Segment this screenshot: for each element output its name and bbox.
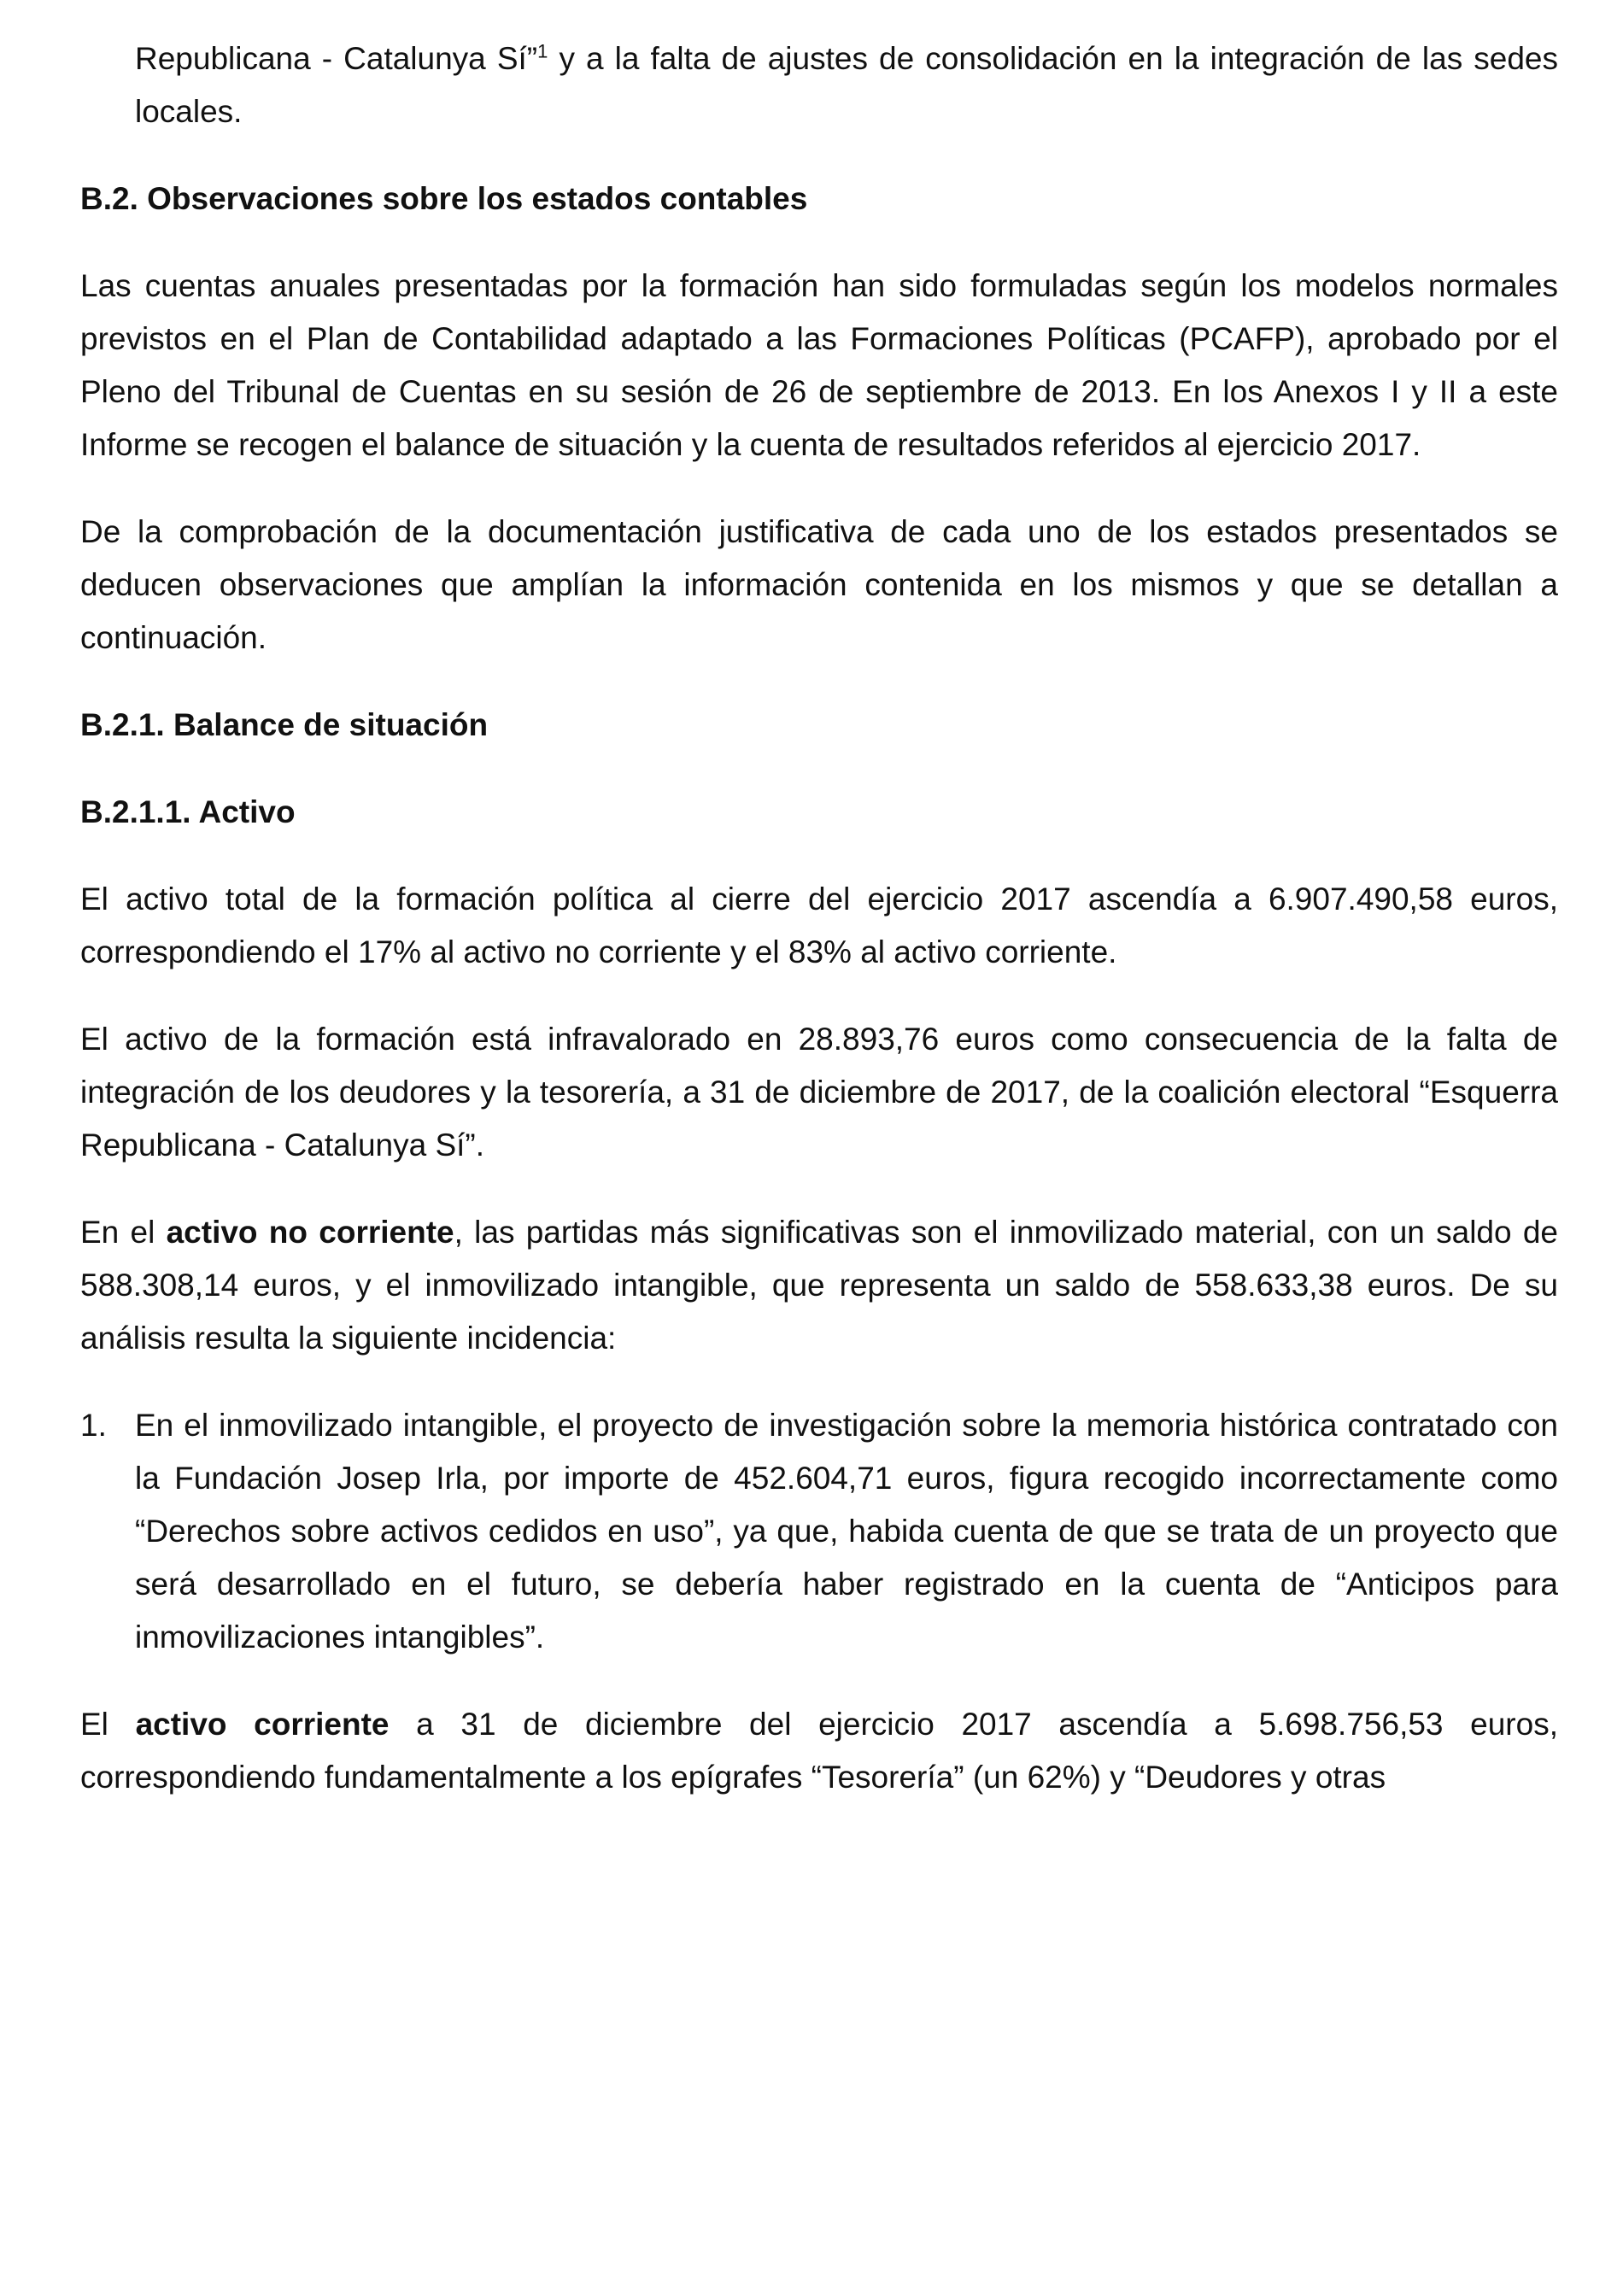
section-heading-b21: B.2.1. Balance de situación [80,707,489,742]
paragraph-comprobacion: De la comprobación de la documentación justificativa de cada uno de los estados presentados se deducen observaciones que amplían la información contenida en los mismos y que se detallan a continuación. [80,514,1558,655]
text-segment: El [80,1707,136,1742]
paragraph-activo-no-corriente [80,1206,1558,1365]
intro-text-part1: Republicana - Catalunya Sí” [135,41,538,76]
intro-paragraph [80,32,1558,138]
list-item [80,1399,1558,1664]
document-page [80,32,1558,1804]
paragraph-activo-infravalorado: El activo de la formación está infravalorado en 28.893,76 euros como consecuencia de la falta de integración de los deudores y la tesorería, a 31 de diciembre de 2017, de la coalición electoral “Esquerra Republicana - Catalunya Sí”. [80,1022,1558,1163]
paragraph-activo-total: El activo total de la formación política al cierre del ejercicio 2017 ascendía a 6.907.490,58 euros, correspondiendo el 17% al activo no corriente y el 83% al activo corriente. [80,882,1558,969]
paragraph-cuentas-anuales: Las cuentas anuales presentadas por la formación han sido formuladas según los modelos normales previstos en el Plan de Contabilidad adaptado a las Formaciones Políticas (PCAFP), aprobado por el Pleno del Tribunal de Cuentas en su sesión de 26 de septiembre de 2013. En los Anexos I y II a este Informe se recogen el balance de situación y la cuenta de resultados referidos al ejercicio 2017. [80,268,1558,462]
emphasis-activo-no-corriente: activo no corriente [166,1215,454,1250]
emphasis-activo-corriente: activo corriente [135,1707,390,1742]
list-item-text: En el inmovilizado intangible, el proyecto de investigación sobre la memoria histórica contratado con la Fundación Josep Irla, por importe de 452.604,71 euros, figura recogido incorrectamente como “Derechos sobre activos cedidos en uso”, ya que, habida cuenta de que se trata de un proyecto que será desarrollado en el futuro, se debería haber registrado en la cuenta de “Anticipos para inmovilizaciones intangibles”. [135,1408,1558,1655]
paragraph-activo-corriente [80,1698,1558,1804]
section-heading-b2: B.2. Observaciones sobre los estados contables [80,181,808,216]
text-segment: En el [80,1215,167,1250]
list-item-number: 1. [80,1408,107,1443]
footnote-reference[interactable]: 1 [537,40,548,62]
section-heading-b211: B.2.1.1. Activo [80,794,296,829]
text-segment: a 31 de diciembre del ejercicio 2017 ascendía a 5.698.756,53 euros, correspondiendo fundamentalmente a los epígrafes “Tesorería” (un 62%) y “Deudores y otras [80,1707,1558,1795]
text-segment: , las partidas más significativas son el inmovilizado material, con un saldo de 588.308,14 euros, y el inmovilizado intangible, que representa un saldo de 558.633,38 euros. De su análisis resulta la siguiente incidencia: [80,1215,1558,1356]
intro-text-part2: y a la falta de ajustes de consolidación en la integración de las sedes locales. [135,41,1558,129]
incidence-list [80,1399,1558,1664]
